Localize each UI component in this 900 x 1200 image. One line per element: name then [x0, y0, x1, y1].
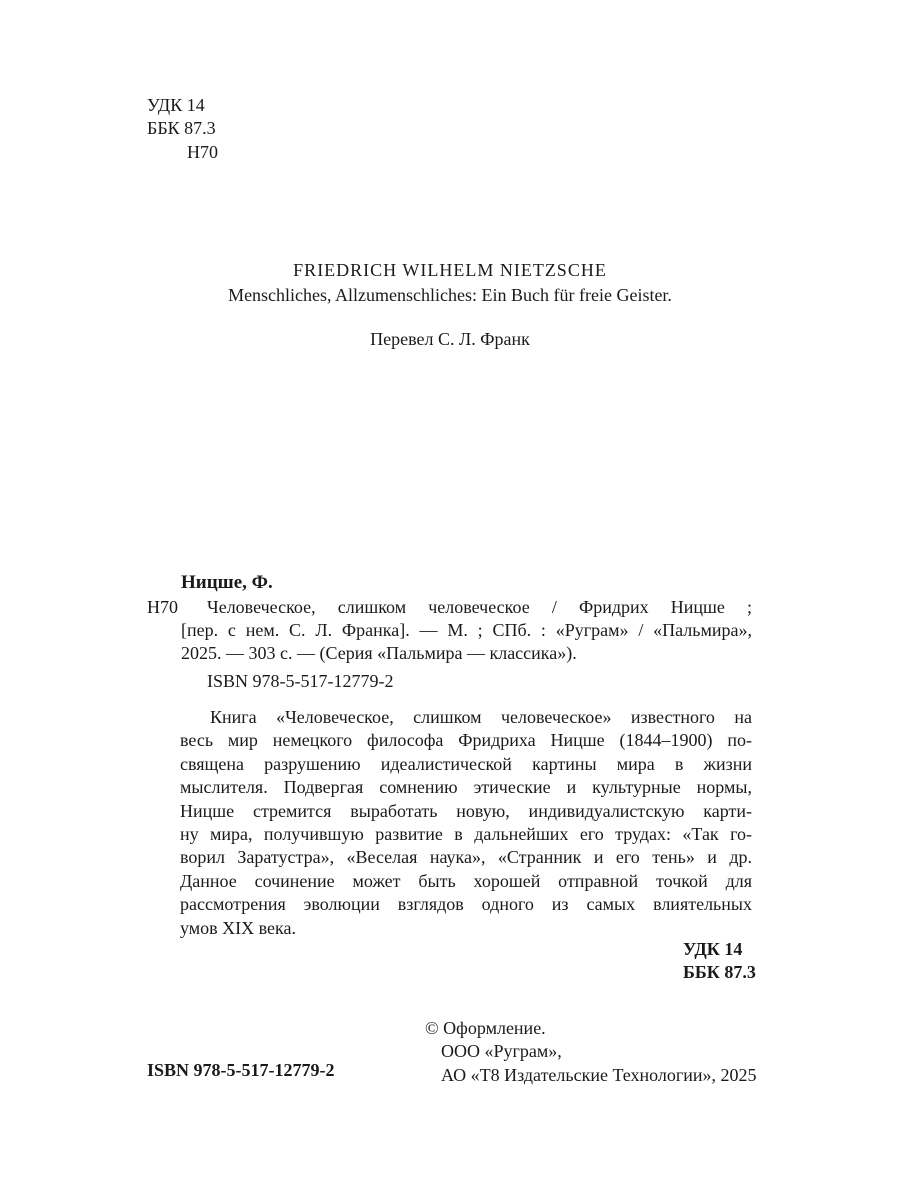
top-classification [147, 94, 218, 164]
bbk-code: ББК 87.3 [147, 118, 216, 139]
biblio-series: 2025. — 303 с. — (Серия «Пальмира — классика»). [181, 643, 577, 664]
annotation-line: священа разрушению идеалистической картины мира в жизни [180, 753, 752, 774]
annotation-line: рассмотрения эволюции взглядов одного из самых влиятельных [180, 894, 752, 915]
annotation-line: умов XIX века. [180, 917, 296, 938]
udk-code: УДК 14 [147, 95, 205, 115]
annotation-line: мыслителя. Подвергая сомнению этические и культурные нормы, [180, 777, 752, 798]
copyright-line: ООО «Руграм», [441, 1041, 562, 1062]
biblio-author-mark: Н70 [147, 596, 178, 617]
bibliographic-record [147, 571, 752, 693]
translator-credit: Перевел С. Л. Франк [370, 329, 530, 349]
annotation-line: весь мир немецкого философа Фридриха Ницше (1844–1900) по- [180, 730, 752, 751]
udk-code-right: УДК 14 [683, 939, 743, 959]
biblio-publication: [пер. с нем. С. Л. Франка]. — М. ; СПб. : «Руграм» / «Пальмира», [181, 620, 752, 641]
copyright-line: АО «Т8 Издательские Технологии», 2025 [441, 1064, 757, 1085]
author-mark: Н70 [187, 141, 218, 162]
original-title: Menschliches, Allzumenschliches: Ein Buch für freie Geister. [228, 285, 672, 305]
right-classification [683, 938, 756, 985]
annotation-line: ну мира, получившую развитие в дальнейших его трудах: «Так го- [180, 823, 752, 844]
annotation-line: ворил Заратустра», «Веселая наука», «Странник и его тень» и др. [180, 847, 752, 868]
annotation-line: Ницше стремится выработать новую, индивидуалистскую карти- [180, 800, 752, 821]
annotation-line: Данное сочинение может быть хорошей отправной точкой для [180, 870, 752, 891]
biblio-title: Человеческое, слишком человеческое / Фридрих Ницше ; [207, 596, 752, 617]
copyright-line: © Оформление. [425, 1018, 546, 1038]
annotation [180, 706, 752, 940]
biblio-title-row [147, 596, 752, 619]
copyright-block [425, 1017, 757, 1087]
isbn-bottom: ISBN 978-5-517-12779-2 [147, 1060, 335, 1080]
original-author: FRIEDRICH WILHELM NIETZSCHE [293, 260, 607, 280]
biblio-author: Ницше, Ф. [181, 572, 273, 593]
bbk-code-right: ББК 87.3 [683, 962, 756, 983]
biblio-isbn: ISBN 978-5-517-12779-2 [207, 670, 394, 691]
annotation-line: Книга «Человеческое, слишком человеческое» известного на [210, 707, 752, 727]
